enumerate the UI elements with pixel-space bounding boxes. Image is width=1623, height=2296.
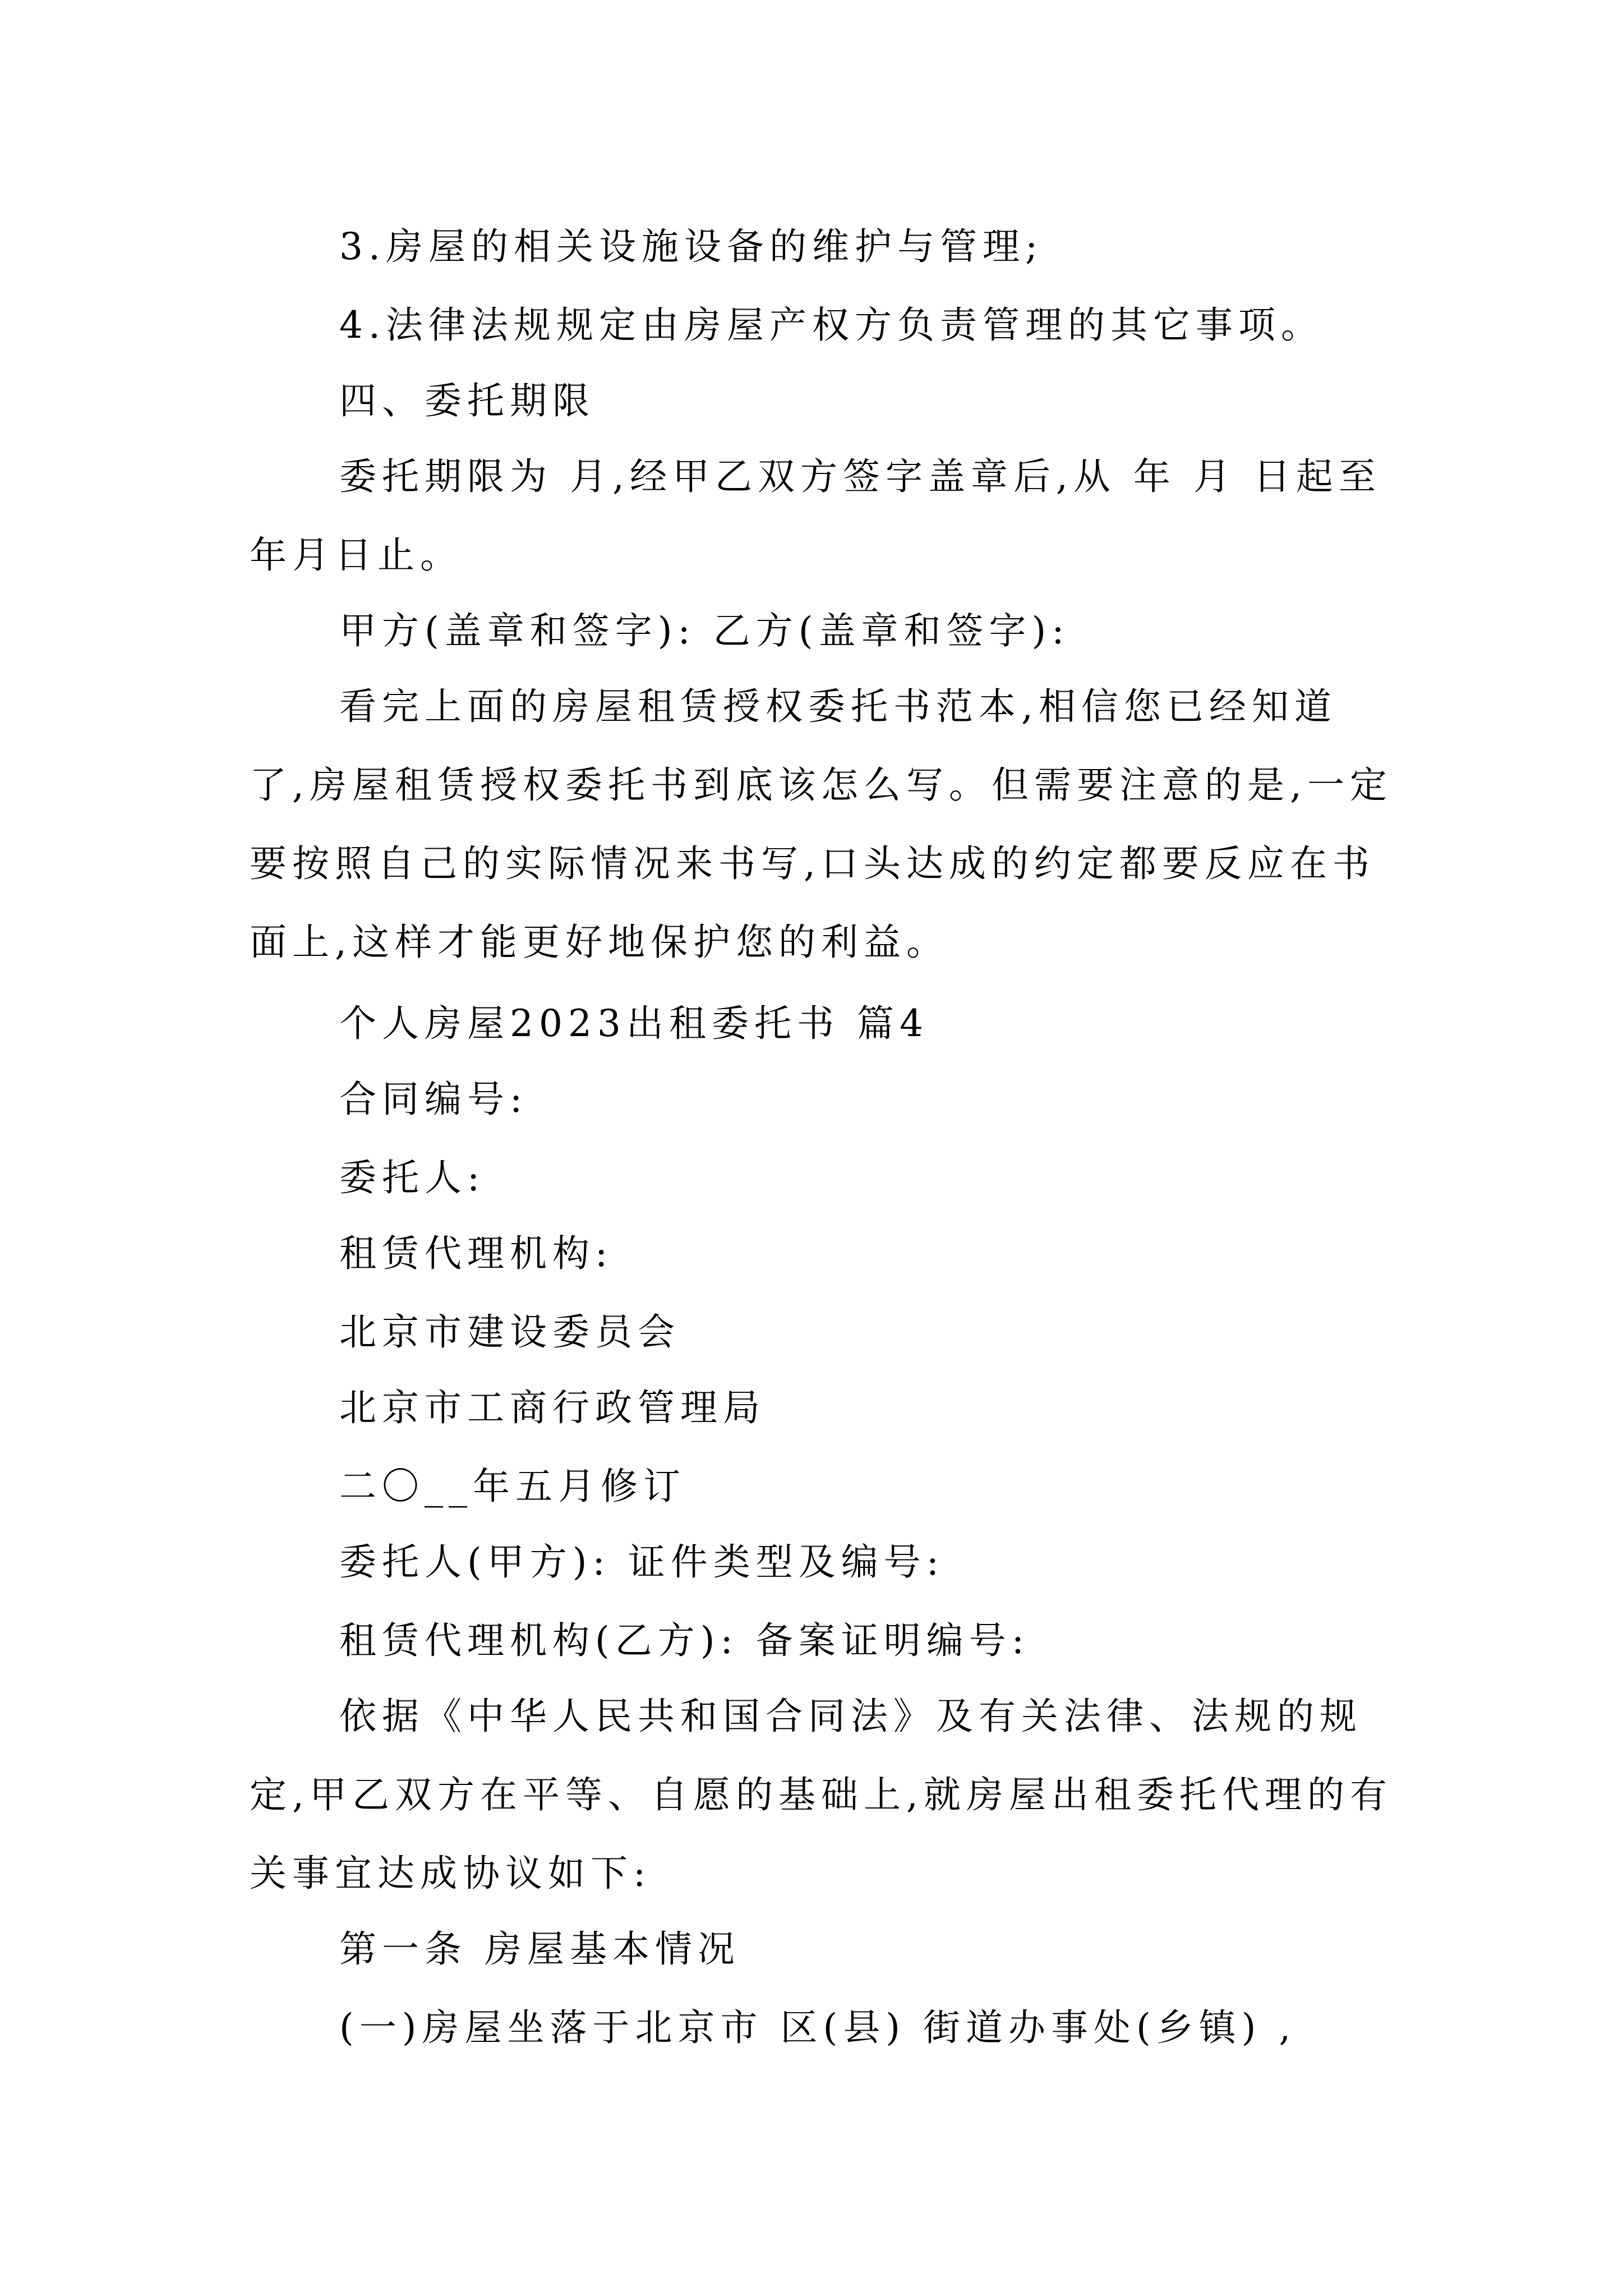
field-party-b: 租赁代理机构(乙方): 备案证明编号: [339, 1619, 1030, 1662]
field-contract-number: 合同编号: [339, 1078, 528, 1121]
paragraph-2: 4.法律法规规定由房屋产权方负责管理的其它事项。 [339, 303, 1324, 347]
paragraph-term: 委托期限为 月,经甲乙双方签字盖章后,从 年 月 日起至年月日止。 [250, 455, 1381, 577]
paragraph-1: 3.房屋的相关设施设备的维护与管理; [339, 225, 1044, 268]
paragraph-signatures: 甲方(盖章和签字): 乙方(盖章和签字): [339, 609, 1070, 652]
article-1-item-1: (一)房屋坐落于北京市 区(县) 街道办事处(乡镇) , [339, 2006, 1297, 2049]
revision-date: 二〇__年五月修订 [339, 1465, 686, 1508]
paragraph-summary: 看完上面的房屋租赁授权委托书范本,相信您已经知道了,房屋租赁授权委托书到底该怎么写。但需要注意的是,一定要按照自己的实际情况来书写,口头达成的约定都要反应在书面上,这样才能更好地保护您的利益。 [250, 685, 1393, 964]
section-title-4: 个人房屋2023出租委托书 篇4 [339, 1002, 929, 1045]
field-party-a: 委托人(甲方): 证件类型及编号: [339, 1540, 944, 1584]
article-1-heading: 第一条 房屋基本情况 [339, 1927, 740, 1971]
issuer-2: 北京市工商行政管理局 [339, 1386, 766, 1429]
section-heading-4: 四、委托期限 [339, 379, 595, 422]
field-agency: 租赁代理机构: [339, 1232, 614, 1275]
issuer-1: 北京市建设委员会 [339, 1310, 680, 1354]
paragraph-basis: 依据《中华人民共和国合同法》及有关法律、法规的规定,甲乙双方在平等、自愿的基础上,就房屋出租委托代理的有关事宜达成协议如下: [250, 1695, 1393, 1895]
field-principal: 委托人: [339, 1156, 486, 1199]
